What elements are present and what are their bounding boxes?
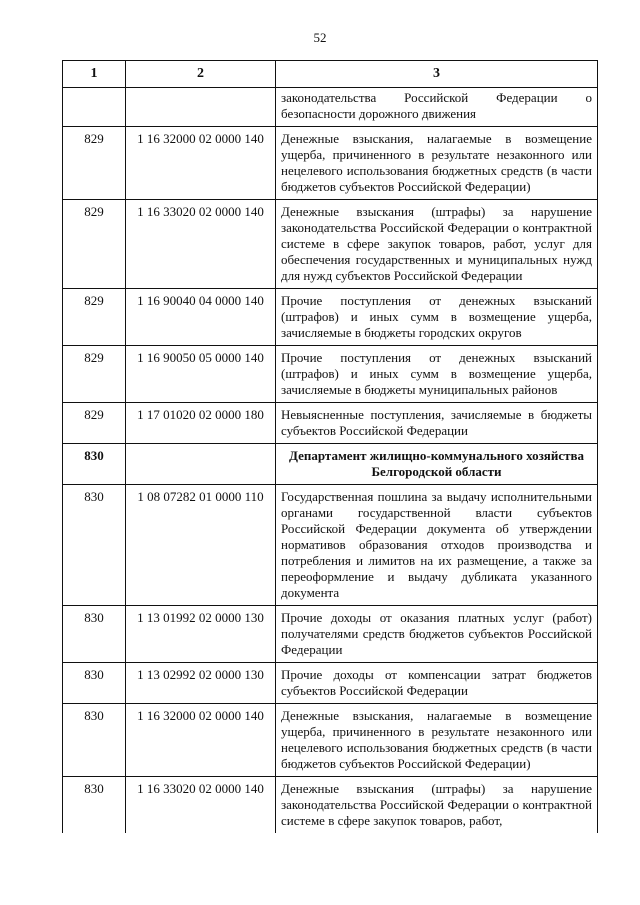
table-row (63, 485, 598, 606)
admin-code-cell: 830 (63, 606, 126, 663)
kbk-code-cell: 1 16 90040 04 0000 140 (126, 289, 276, 346)
description-cell: законодательства Российской Федерации о безопасности дорожного движения (276, 88, 598, 127)
description-cell: Прочие доходы от компенсации затрат бюджетов субъектов Российской Федерации (276, 663, 598, 704)
kbk-code-cell: 1 13 02992 02 0000 130 (126, 663, 276, 704)
admin-code-cell: 829 (63, 200, 126, 289)
kbk-code-cell: 1 16 90050 05 0000 140 (126, 346, 276, 403)
admin-code-cell: 829 (63, 346, 126, 403)
kbk-code-cell: 1 13 01992 02 0000 130 (126, 606, 276, 663)
description-cell: Денежные взыскания (штрафы) за нарушение законодательства Российской Федерации о контрактной системе в сфере закупок товаров, работ, услуг для обеспечения государственных и муниципальных нужд для нужд субъектов Российской Федерации (276, 200, 598, 289)
table-header-row (63, 61, 598, 88)
description-cell: Невыясненные поступления, зачисляемые в бюджеты субъектов Российской Федерации (276, 403, 598, 444)
admin-code-cell: 830 (63, 485, 126, 606)
table-row (63, 704, 598, 777)
page-number: 52 (313, 30, 327, 45)
admin-code-cell: 829 (63, 289, 126, 346)
description-cell: Денежные взыскания (штрафы) за нарушение законодательства Российской Федерации о контрактной системе в сфере закупок товаров, работ, (276, 777, 598, 834)
table-row (63, 127, 598, 200)
kbk-code-cell: 1 16 33020 02 0000 140 (126, 777, 276, 834)
admin-code-cell: 830 (63, 663, 126, 704)
table-body (63, 88, 598, 834)
column-header-2: 2 (126, 61, 276, 88)
table-row (63, 403, 598, 444)
table-row (63, 777, 598, 834)
admin-code-cell: 830 (63, 777, 126, 834)
description-cell: Прочие поступления от денежных взысканий (штрафов) и иных сумм в возмещение ущерба, зачисляемые в бюджеты городских округов (276, 289, 598, 346)
kbk-code-cell: 1 16 32000 02 0000 140 (126, 704, 276, 777)
admin-code-cell: 829 (63, 403, 126, 444)
table-row (63, 663, 598, 704)
kbk-code-cell: 1 17 01020 02 0000 180 (126, 403, 276, 444)
admin-code-cell: 830 (63, 704, 126, 777)
kbk-code-cell (126, 88, 276, 127)
table-row (63, 346, 598, 403)
table-row (63, 289, 598, 346)
kbk-code-cell: 1 08 07282 01 0000 110 (126, 485, 276, 606)
department-title-cell: Департамент жилищно-коммунального хозяйства Белгородской области (276, 444, 598, 485)
kbk-code-cell: 1 16 33020 02 0000 140 (126, 200, 276, 289)
description-cell: Государственная пошлина за выдачу исполнительными органами государственной власти субъектов Российской Федерации документа об утверждении нормативов образования отходов производства и потребления и лимитов на их размещение, а также за переоформление и выдачу дубликата указанного документа (276, 485, 598, 606)
column-header-1: 1 (63, 61, 126, 88)
description-cell: Прочие доходы от оказания платных услуг (работ) получателями средств бюджетов субъектов Российской Федерации (276, 606, 598, 663)
description-cell: Прочие поступления от денежных взысканий (штрафов) и иных сумм в возмещение ущерба, зачисляемые в бюджеты муниципальных районов (276, 346, 598, 403)
department-header-row (63, 444, 598, 485)
column-header-3: 3 (276, 61, 598, 88)
kbk-code-cell (126, 444, 276, 485)
table-row (63, 200, 598, 289)
description-cell: Денежные взыскания, налагаемые в возмещение ущерба, причиненного в результате незаконного или нецелевого использования бюджетных средств (в части бюджетов субъектов Российской Федерации) (276, 704, 598, 777)
admin-code-cell: 829 (63, 127, 126, 200)
budget-classification-table (62, 60, 598, 833)
admin-code-cell: 830 (63, 444, 126, 485)
table-row (63, 606, 598, 663)
kbk-code-cell: 1 16 32000 02 0000 140 (126, 127, 276, 200)
table-row (63, 88, 598, 127)
description-cell: Денежные взыскания, налагаемые в возмещение ущерба, причиненного в результате незаконного или нецелевого использования бюджетных средств (в части бюджетов субъектов Российской Федерации) (276, 127, 598, 200)
admin-code-cell (63, 88, 126, 127)
